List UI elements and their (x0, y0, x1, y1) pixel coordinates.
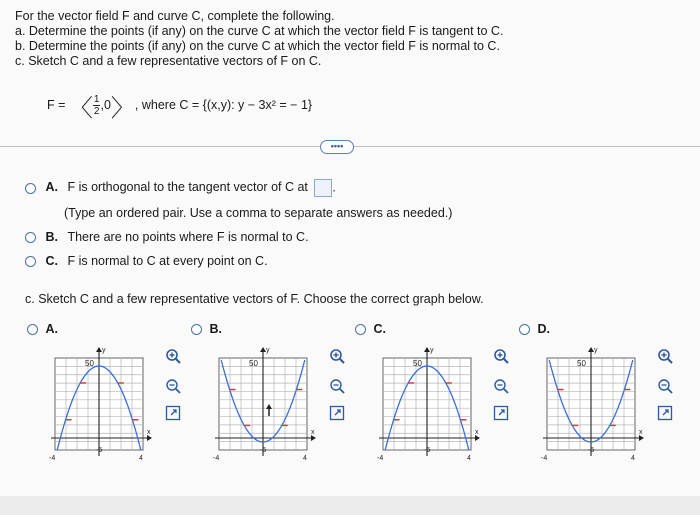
option-a-hint: (Type an ordered pair. Use a comma to separate answers as needed.) (64, 206, 453, 220)
option-b-radio[interactable] (25, 232, 36, 243)
option-a-radio[interactable] (25, 183, 36, 194)
option-b-letter: B. (45, 230, 58, 244)
option-b-text: There are no points where F is normal to C. (67, 230, 309, 244)
graph-option-c[interactable]: C. (355, 322, 386, 336)
expand-icon[interactable] (165, 405, 183, 423)
zoom-in-icon[interactable] (493, 348, 511, 366)
question-part-a: a. Determine the points (if any) on the curve C at which the vector field F is tangent to C. (15, 24, 504, 38)
zoom-out-icon[interactable] (165, 378, 183, 396)
y-min-label: -5 (424, 447, 431, 454)
option-c-text: F is normal to C at every point on C. (67, 254, 268, 268)
y-axis-label: y (266, 347, 270, 354)
y-axis-label: y (430, 347, 434, 354)
option-a-text: F is orthogonal to the tangent vector of C at (67, 180, 308, 195)
y-tick-label: 50 (249, 359, 258, 368)
formula-fraction: $\frac{1}{2}$ (93, 94, 100, 117)
question-part-c: c. Sketch C and a few representative vectors of F on C. (15, 54, 322, 68)
graph-option-b[interactable]: B. (191, 322, 222, 336)
zoom-in-icon[interactable] (657, 348, 675, 366)
option-a-row[interactable] (25, 179, 336, 197)
sketch-prompt: c. Sketch C and a few representative vectors of F. Choose the correct graph below. (25, 292, 484, 306)
graph-b[interactable] (209, 340, 319, 465)
graph-b-radio[interactable] (191, 324, 202, 335)
graph-a[interactable] (45, 340, 155, 465)
expand-icon[interactable] (329, 405, 347, 423)
x-max-label: 4 (139, 455, 143, 462)
option-a-letter: A. (45, 180, 58, 195)
question-intro: For the vector field F and curve C, complete the following. (15, 9, 335, 23)
option-c-radio[interactable] (25, 256, 36, 267)
expand-icon[interactable] (493, 405, 511, 423)
y-tick-label: 50 (85, 359, 94, 368)
graph-c-radio[interactable] (355, 324, 366, 335)
y-tick-label: 50 (413, 359, 422, 368)
zoom-out-icon[interactable] (657, 378, 675, 396)
y-axis-label: y (102, 347, 106, 354)
zoom-in-icon[interactable] (329, 348, 347, 366)
bottom-band (0, 496, 700, 515)
expand-more-button[interactable]: •••• (320, 140, 354, 154)
x-min-label: -4 (377, 455, 384, 462)
answer-input-box[interactable] (314, 179, 332, 197)
x-min-label: -4 (213, 455, 220, 462)
zoom-out-icon[interactable] (329, 378, 347, 396)
graph-d[interactable] (537, 340, 647, 465)
graph-option-d[interactable]: D. (519, 322, 550, 336)
x-min-label: -4 (49, 455, 56, 462)
zoom-in-icon[interactable] (165, 348, 183, 366)
graph-a-radio[interactable] (27, 324, 38, 335)
formula-curve: , where C = {(x,y): y − 3x² = − 1} (134, 97, 313, 112)
x-max-label: 4 (303, 455, 307, 462)
y-tick-label: 50 (577, 359, 586, 368)
x-min-label: -4 (541, 455, 548, 462)
x-axis-label: x (475, 429, 479, 436)
y-min-label: -5 (260, 447, 267, 454)
x-max-label: 4 (631, 455, 635, 462)
zoom-out-icon[interactable] (493, 378, 511, 396)
x-axis-label: x (311, 429, 315, 436)
graph-option-a[interactable]: A. (27, 322, 58, 336)
graph-c[interactable] (373, 340, 483, 465)
graph-d-radio[interactable] (519, 324, 530, 335)
option-c-row[interactable] (25, 254, 268, 268)
option-b-row[interactable] (25, 230, 309, 244)
x-axis-label: x (639, 429, 643, 436)
option-a-period: . (332, 180, 336, 195)
expand-icon[interactable] (657, 405, 675, 423)
y-axis-label: y (594, 347, 598, 354)
formula-f-prefix: F = (47, 97, 66, 112)
x-max-label: 4 (467, 455, 471, 462)
y-min-label: -5 (588, 447, 595, 454)
formula-f-rest: ,0 (100, 97, 111, 112)
option-c-letter: C. (45, 254, 58, 268)
question-part-b: b. Determine the points (if any) on the curve C at which the vector field F is normal to C. (15, 39, 500, 53)
vector-field-formula: F = 〈 $\frac{1}{2}$ ,0〉, where C = {(x,y): y − 3x² = − 1} (47, 94, 313, 122)
x-axis-label: x (147, 429, 151, 436)
y-min-label: -5 (96, 447, 103, 454)
